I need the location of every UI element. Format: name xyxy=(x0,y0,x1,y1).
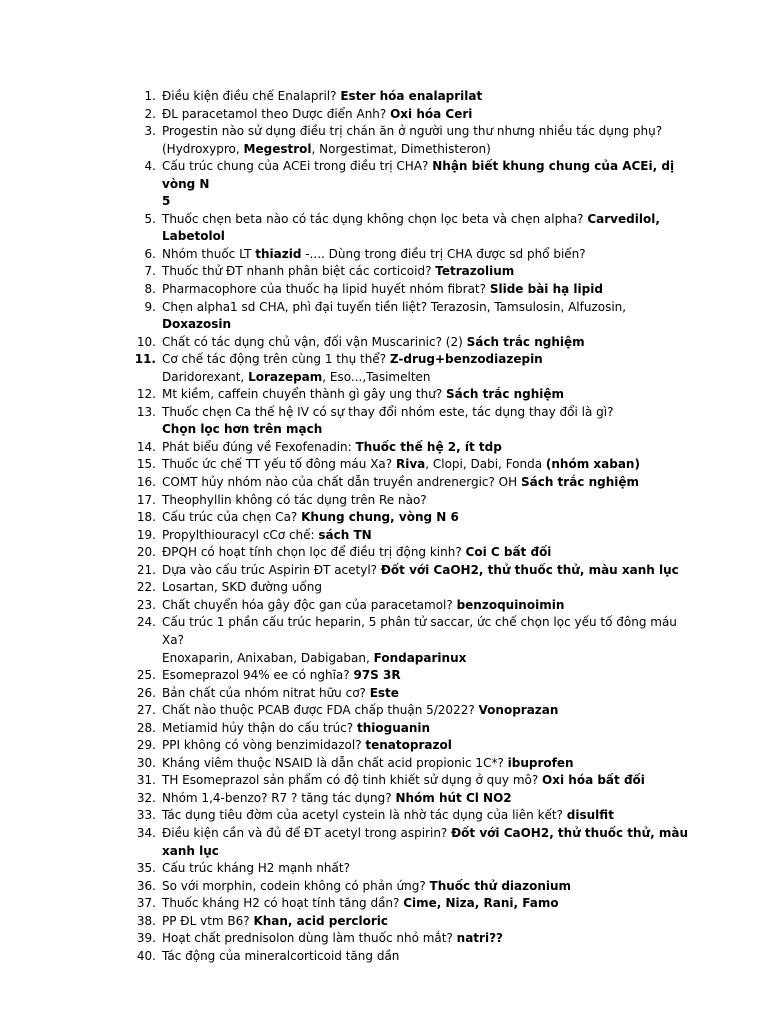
answer-text: Vonoprazan xyxy=(478,703,559,718)
answer-text: Thuốc thế hệ 2, ít tdp xyxy=(355,439,502,454)
question-continuation xyxy=(162,369,692,387)
question-item xyxy=(132,685,692,703)
question-continuation xyxy=(162,421,692,439)
question-number: 5. xyxy=(144,211,156,226)
answer-text: thiazid xyxy=(255,246,302,261)
question-item xyxy=(132,246,692,264)
answer-text: Tetrazolium xyxy=(435,264,515,279)
question-segment: , Eso...,Tasimelten xyxy=(322,369,431,384)
question-text xyxy=(162,737,692,755)
question-text xyxy=(162,790,692,808)
answer-text: Sách trắc nghiệm xyxy=(446,387,565,402)
question-segment: Losartan, SKD đường uống xyxy=(162,580,322,595)
question-item xyxy=(132,88,692,106)
answer-text: Este xyxy=(369,685,399,700)
question-item xyxy=(132,386,692,404)
answer-text: Cime, Niza, Rani, Famo xyxy=(403,896,559,911)
question-continuation xyxy=(162,228,692,246)
question-text xyxy=(162,562,692,580)
question-item xyxy=(132,299,692,334)
question-text xyxy=(162,386,692,404)
question-item xyxy=(132,737,692,755)
question-text xyxy=(162,860,692,878)
question-segment: ĐPQH có hoạt tính chọn lọc để điều trị động kinh? xyxy=(162,545,466,560)
question-segment: COMT hủy nhóm nào của chất dẫn truyền andrenergic? OH xyxy=(162,475,521,490)
question-item xyxy=(132,474,692,492)
answer-text: Oxi hóa Ceri xyxy=(390,106,473,121)
answer-text: Đốt với CaOH2, thử thuốc thử, màu xanh lục xyxy=(380,562,679,577)
answer-text: natri?? xyxy=(456,931,503,946)
question-segment: Thuốc kháng H2 có hoạt tính tăng dần? xyxy=(162,896,404,911)
question-number: 15. xyxy=(136,457,156,472)
question-text xyxy=(162,158,692,193)
question-text xyxy=(162,351,692,369)
question-item xyxy=(132,597,692,615)
question-number: 32. xyxy=(136,790,156,805)
question-segment: Thuốc ức chế TT yếu tố đông máu Xa? xyxy=(162,457,396,472)
question-segment: , Norgestimat, Dimethisteron) xyxy=(311,141,491,156)
question-text xyxy=(162,807,692,825)
question-number: 33. xyxy=(136,808,156,823)
question-number: 34. xyxy=(136,825,156,840)
question-item xyxy=(132,614,692,667)
question-text xyxy=(162,281,692,299)
question-text xyxy=(162,948,692,966)
question-number: 22. xyxy=(136,580,156,595)
question-segment: TH Esomeprazol sản phẩm có độ tinh khiết sử dụng ở quy mô? xyxy=(162,773,543,788)
question-text xyxy=(162,439,692,457)
question-segment: ĐL paracetamol theo Dược điển Anh? xyxy=(162,106,391,121)
answer-text: Thuốc thử diazonium xyxy=(429,878,572,893)
question-continuation xyxy=(162,193,692,211)
question-item xyxy=(132,579,692,597)
answer-text: Khung chung, vòng N 6 xyxy=(301,510,459,525)
question-number: 17. xyxy=(136,492,156,507)
question-number: 6. xyxy=(144,246,156,261)
question-segment: Bản chất của nhóm nitrat hữu cơ? xyxy=(162,685,370,700)
question-item xyxy=(132,263,692,281)
question-item xyxy=(132,351,692,386)
answer-text: Megestrol xyxy=(243,141,312,156)
question-text xyxy=(162,597,692,615)
question-segment: Enoxaparin, Anixaban, Dabigaban, xyxy=(162,650,374,665)
question-number: 9. xyxy=(144,299,156,314)
answer-text: Fondaparinux xyxy=(373,650,467,665)
answer-text: Z-drug+benzodiazepin xyxy=(389,352,543,367)
question-number: 39. xyxy=(136,931,156,946)
answer-text: benzoquinoimin xyxy=(456,597,565,612)
answer-text: (nhóm xaban) xyxy=(545,457,640,472)
question-text xyxy=(162,474,692,492)
question-number: 23. xyxy=(136,597,156,612)
question-continuation xyxy=(162,650,692,668)
question-number: 4. xyxy=(144,159,156,174)
answer-text: Khan, acid percloric xyxy=(253,913,389,928)
question-segment: Nhóm 1,4-benzo? R7 ? tăng tác dụng? xyxy=(162,790,396,805)
question-segment: (Hydroxypro, xyxy=(162,141,244,156)
question-item xyxy=(132,702,692,720)
question-text xyxy=(162,492,692,510)
question-text xyxy=(162,123,692,141)
question-number: 18. xyxy=(136,510,156,525)
question-text xyxy=(162,456,692,474)
question-item xyxy=(132,807,692,825)
question-continuation xyxy=(162,843,692,861)
question-text xyxy=(162,614,692,649)
question-text xyxy=(162,299,692,334)
question-segment: Thuốc thử ĐT nhanh phân biệt các corticoid? xyxy=(162,264,436,279)
answer-text: Nhóm hút Cl NO2 xyxy=(395,790,512,805)
question-list xyxy=(132,88,692,965)
question-segment: Dựa vào cấu trúc Aspirin ĐT acetyl? xyxy=(162,562,381,577)
answer-text: Sách trắc nghiệm xyxy=(466,334,585,349)
question-item xyxy=(132,211,692,246)
question-segment: Chất nào thuộc PCAB được FDA chấp thuận 5/2022? xyxy=(162,703,479,718)
question-item xyxy=(132,334,692,352)
question-item xyxy=(132,895,692,913)
question-number: 20. xyxy=(136,545,156,560)
question-segment: Cấu trúc 1 phần cấu trúc heparin, 5 phân tử saccar, ức chế chọn lọc yếu tố đông máu Xa? xyxy=(162,615,677,647)
question-segment: Tác dụng tiêu đờm của acetyl cystein là nhờ tác dụng của liên kết? xyxy=(162,808,567,823)
question-number: 30. xyxy=(136,755,156,770)
answer-text: Labetolol xyxy=(162,229,225,244)
question-item xyxy=(132,123,692,158)
question-item xyxy=(132,948,692,966)
question-segment: Kháng viêm thuộc NSAID là dẫn chất acid propionic 1C*? xyxy=(162,755,508,770)
question-segment: Điều kiện điều chế Enalapril? xyxy=(162,89,341,103)
question-item xyxy=(132,158,692,211)
answer-text: Slide bài hạ lipid xyxy=(489,282,603,297)
question-text xyxy=(162,913,692,931)
question-segment: Metiamid hủy thận do cấu trúc? xyxy=(162,720,357,735)
question-number: 21. xyxy=(136,562,156,577)
question-text xyxy=(162,720,692,738)
question-segment: Progestin nào sử dụng điều trị chán ăn ở người ung thư nhưng nhiều tác dụng phụ? xyxy=(162,124,663,139)
question-segment: -.... Dùng trong điều trị CHA được sd phổ biến? xyxy=(301,246,586,261)
question-number: 35. xyxy=(136,861,156,876)
question-text xyxy=(162,246,692,264)
question-segment: , Clopi, Dabi, Fonda xyxy=(425,457,546,472)
question-number: 1. xyxy=(144,89,156,103)
question-segment: Theophyllin không có tác dụng trên Re nào? xyxy=(162,492,427,507)
question-text xyxy=(162,211,692,229)
question-continuation xyxy=(162,141,692,159)
question-segment: Cấu trúc kháng H2 mạnh nhất? xyxy=(162,861,350,876)
answer-text: ibuprofen xyxy=(507,755,574,770)
question-text xyxy=(162,404,692,422)
question-number: 2. xyxy=(144,106,156,121)
question-segment: Chất có tác dụng chủ vận, đối vận Muscarinic? (2) xyxy=(162,334,467,349)
answer-text: Riva xyxy=(395,457,426,472)
question-number: 12. xyxy=(136,387,156,402)
question-item xyxy=(132,913,692,931)
question-text xyxy=(162,895,692,913)
answer-text: Doxazosin xyxy=(162,317,232,332)
question-text xyxy=(162,334,692,352)
question-text xyxy=(162,527,692,545)
question-number: 24. xyxy=(136,615,156,630)
question-item xyxy=(132,930,692,948)
question-item xyxy=(132,492,692,510)
question-number: 36. xyxy=(136,878,156,893)
question-number: 27. xyxy=(136,703,156,718)
question-text xyxy=(162,755,692,773)
question-segment: Cơ chế tác động trên cùng 1 thụ thể? xyxy=(162,352,390,367)
question-number: 19. xyxy=(136,527,156,542)
answer-text: xanh lục xyxy=(162,843,219,858)
question-item xyxy=(132,281,692,299)
answer-text: 5 xyxy=(162,194,171,209)
question-segment: Cấu trúc chung của ACEi trong điều trị CHA? xyxy=(162,159,433,174)
question-segment: Chất chuyển hóa gây độc gan của paracetamol? xyxy=(162,597,457,612)
question-number: 13. xyxy=(136,404,156,419)
question-number: 3. xyxy=(144,124,156,139)
answer-text: Sách trắc nghiệm xyxy=(520,475,640,490)
question-text xyxy=(162,685,692,703)
question-number: 10. xyxy=(136,334,156,349)
question-item xyxy=(132,755,692,773)
question-item xyxy=(132,404,692,439)
question-number: 7. xyxy=(144,264,156,279)
answer-text: thioguanin xyxy=(356,720,431,735)
answer-text: sách TN xyxy=(318,527,372,542)
question-text xyxy=(162,579,692,597)
question-text xyxy=(162,825,692,843)
question-segment: Điều kiện cần và đủ để ĐT acetyl trong aspirin? xyxy=(162,825,452,840)
question-text xyxy=(162,544,692,562)
answer-text: Oxi hóa bất đối xyxy=(542,773,645,788)
answer-text: disulfit xyxy=(566,808,614,823)
question-item xyxy=(132,544,692,562)
question-number: 40. xyxy=(136,948,156,963)
question-segment: Esomeprazol 94% ee có nghĩa? xyxy=(162,668,354,683)
answer-text: 97S 3R xyxy=(353,668,401,683)
question-item xyxy=(132,790,692,808)
question-text xyxy=(162,263,692,281)
question-text xyxy=(162,702,692,720)
question-segment: PPI không có vòng benzimidazol? xyxy=(162,738,366,753)
answer-text: Lorazepam xyxy=(248,369,323,384)
answer-text: tenatoprazol xyxy=(365,738,452,753)
question-number: 25. xyxy=(136,668,156,683)
question-item xyxy=(132,439,692,457)
question-number: 37. xyxy=(136,896,156,911)
answer-text: Nhận biết khung chung của ACEi, dị vòng N xyxy=(162,159,675,191)
question-segment: Cấu trúc của chẹn Ca? xyxy=(162,510,302,525)
answer-text: Chọn lọc hơn trên mạch xyxy=(162,422,323,437)
answer-text: Coi C bất đối xyxy=(465,545,552,560)
question-text xyxy=(162,88,692,106)
question-segment: Chẹn alpha1 sd CHA, phì đại tuyến tiền liệt? Terazosin, Tamsulosin, Alfuzosin, xyxy=(162,299,627,314)
answer-text: Ester hóa enalaprilat xyxy=(340,89,483,103)
question-item xyxy=(132,878,692,896)
question-segment: Daridorexant, xyxy=(162,369,249,384)
question-item xyxy=(132,509,692,527)
question-segment: Tác động của mineralcorticoid tăng dần xyxy=(162,948,400,963)
question-text xyxy=(162,106,692,124)
question-number: 14. xyxy=(136,439,156,454)
question-segment: Mt kiềm, caffein chuyển thành gì gây ung thư? xyxy=(162,387,447,402)
question-segment: Nhóm thuốc LT xyxy=(162,246,256,261)
question-number: 8. xyxy=(144,282,156,297)
question-segment: Pharmacophore của thuốc hạ lipid huyết nhóm fibrat? xyxy=(162,282,490,297)
question-item xyxy=(132,825,692,860)
question-text xyxy=(162,930,692,948)
question-number: 11. xyxy=(134,352,156,367)
question-item xyxy=(132,456,692,474)
question-item xyxy=(132,860,692,878)
answer-text: Đốt với CaOH2, thử thuốc thử, màu xyxy=(451,825,688,840)
question-number: 28. xyxy=(136,720,156,735)
question-segment: Hoạt chất prednisolon dùng làm thuốc nhỏ mắt? xyxy=(162,931,457,946)
question-text xyxy=(162,772,692,790)
question-number: 31. xyxy=(136,773,156,788)
question-segment: Propylthiouracyl cCơ chế: xyxy=(162,527,319,542)
question-text xyxy=(162,667,692,685)
question-segment: Thuốc chẹn Ca thế hệ IV có sự thay đổi nhóm este, tác dụng thay đổi là gì? xyxy=(162,404,614,419)
question-number: 26. xyxy=(136,685,156,700)
question-segment: PP ĐL vtm B6? xyxy=(162,913,254,928)
question-number: 16. xyxy=(136,475,156,490)
question-segment: So với morphin, codein không có phản ứng? xyxy=(162,878,430,893)
question-item xyxy=(132,772,692,790)
question-text xyxy=(162,509,692,527)
answer-text: Carvedilol, xyxy=(587,211,660,226)
question-segment: Phát biểu đúng về Fexofenadin: xyxy=(162,439,356,454)
question-item xyxy=(132,720,692,738)
question-item xyxy=(132,562,692,580)
question-number: 38. xyxy=(136,913,156,928)
question-item xyxy=(132,527,692,545)
question-segment: Thuốc chẹn beta nào có tác dụng không chọn lọc beta và chẹn alpha? xyxy=(162,211,588,226)
question-number: 29. xyxy=(136,738,156,753)
question-text xyxy=(162,878,692,896)
question-item xyxy=(132,667,692,685)
question-item xyxy=(132,106,692,124)
